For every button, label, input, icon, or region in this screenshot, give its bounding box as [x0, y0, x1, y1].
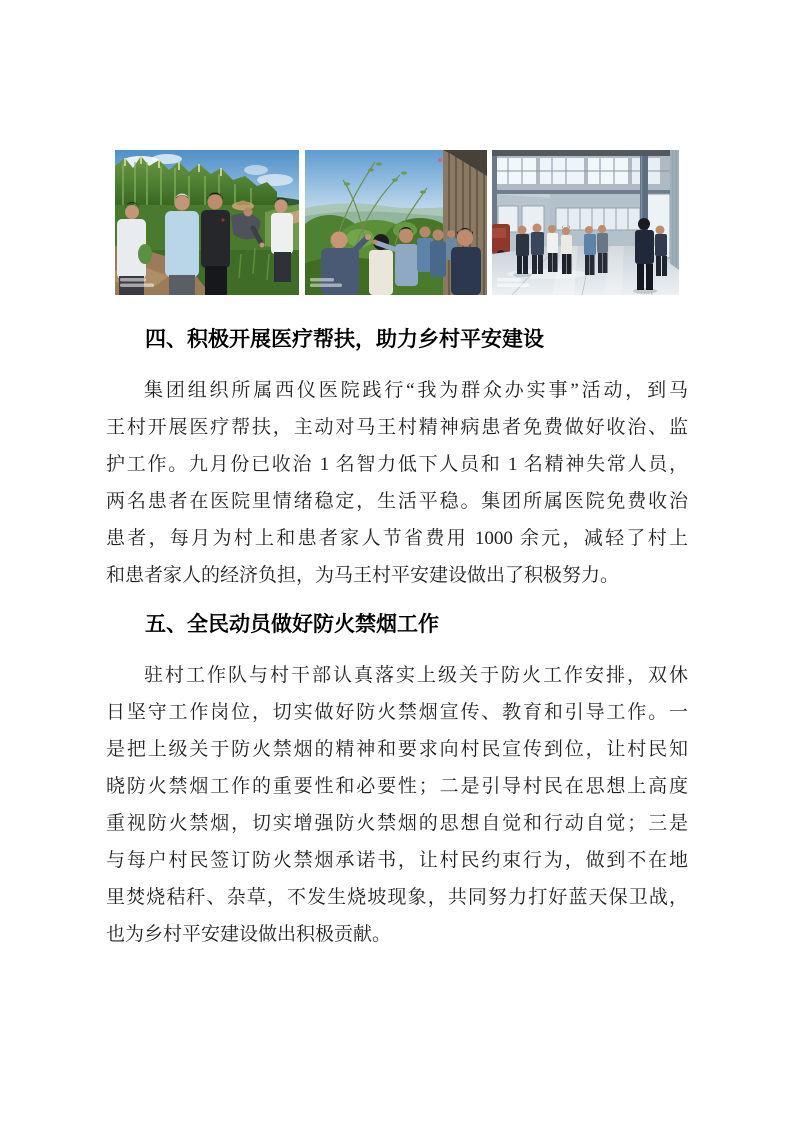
paragraph-fire-prevention — [106, 657, 688, 953]
text-line: 王村开展医疗帮扶，主动对马王村精神病患者免费做好收治、监 — [106, 417, 688, 438]
section-heading-medical-aid: 四、积极开展医疗帮扶，助力乡村平安建设 — [145, 328, 544, 351]
photo-strip — [115, 150, 679, 295]
photo-cornfield — [115, 150, 299, 295]
text-line: 护工作。九月份已收治 1 名智力低下人员和 1 名精神失常人员， — [106, 454, 688, 475]
text-line: 晓防火禁烟工作的重要性和必要性；二是引导村民在思想上高度 — [106, 776, 688, 797]
cornfield-illustration — [115, 150, 299, 295]
photo-warehouse — [492, 150, 679, 295]
text-line: 集团组织所属西仪医院践行“我为群众办实事”活动，到马 — [144, 380, 688, 401]
hillside-illustration — [305, 150, 487, 295]
text-line: 患者，每月为村上和患者家人节省费用 1000 余元，减轻了村上 — [106, 528, 688, 549]
text-line: 与每户村民签订防火禁烟承诺书，让村民约束行为，做到不在地 — [106, 850, 688, 871]
photo-hillside-orchard — [305, 150, 487, 295]
text-line: 重视防火禁烟，切实增强防火禁烟的思想自觉和行动自觉；三是 — [106, 813, 688, 834]
warehouse-illustration — [492, 150, 679, 295]
text-line: 日坚守工作岗位，切实做好防火禁烟宣传、教育和引导工作。一 — [106, 702, 688, 723]
text-line: 两名患者在医院里情绪稳定，生活平稳。集团所属医院免费收治 — [106, 491, 688, 512]
text-line: 是把上级关于防火禁烟的精神和要求向村民宣传到位，让村民知 — [106, 739, 688, 760]
section-heading-fire-prevention: 五、全民动员做好防火禁烟工作 — [145, 613, 439, 636]
text-line: 里焚烧秸秆、杂草，不发生烧坡现象，共同努力打好蓝天保卫战， — [106, 887, 688, 908]
text-line: 驻村工作队与村干部认真落实上级关于防火工作安排，双休 — [144, 665, 688, 686]
text-line: 也为乡村平安建设做出积极贡献。 — [106, 924, 392, 945]
text-line: 和患者家人的经济负担，为马王村平安建设做出了积极努力。 — [106, 565, 620, 586]
paragraph-medical-aid — [106, 372, 688, 594]
